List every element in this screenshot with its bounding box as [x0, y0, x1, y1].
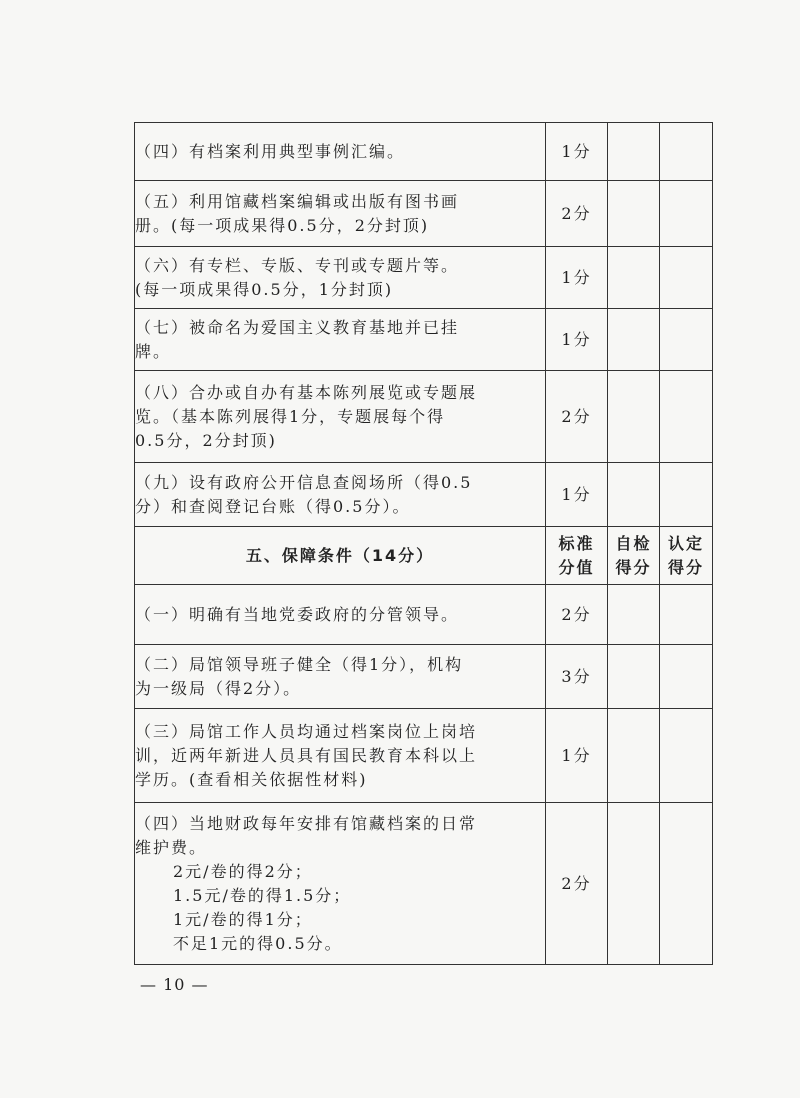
- table-row: [135, 181, 713, 247]
- table-row: [135, 309, 713, 371]
- criterion-text: （一）明确有当地党委政府的分管领导。: [135, 585, 546, 645]
- standard-score: 2分: [546, 585, 608, 645]
- table-row: [135, 709, 713, 803]
- self-check-score-cell[interactable]: [608, 371, 660, 463]
- criterion-text: （四）当地财政每年安排有馆藏档案的日常 维护费。 2元/卷的得2分； 1.5元/卷的得1.5分； 1元/卷的得1分； 不足1元的得0.5分。: [135, 803, 546, 965]
- section-title: 五、保障条件（14分）: [135, 527, 546, 585]
- tier-line: 1.5元/卷的得1.5分；: [173, 885, 352, 905]
- tier-line: 不足1元的得0.5分。: [173, 933, 343, 953]
- standard-score: 2分: [546, 803, 608, 965]
- section-header-row: [135, 527, 713, 585]
- column-header-standard: 标准 分值: [546, 527, 608, 585]
- self-check-score-cell[interactable]: [608, 123, 660, 181]
- criterion-text: （九）设有政府公开信息查阅场所（得0.5 分）和查阅登记台账（得0.5分）。: [135, 463, 546, 527]
- table-row: [135, 585, 713, 645]
- criterion-text: （七）被命名为爱国主义教育基地并已挂 牌。: [135, 309, 546, 371]
- self-check-score-cell[interactable]: [608, 247, 660, 309]
- page-number: — 10 —: [140, 975, 209, 994]
- criterion-text: （三）局馆工作人员均通过档案岗位上岗培 训，近两年新进人员具有国民教育本科以上 学历。(查看相关依据性材料): [135, 709, 546, 803]
- confirmed-score-cell[interactable]: [660, 309, 713, 371]
- table-row: [135, 645, 713, 709]
- table-row: [135, 371, 713, 463]
- criterion-text: （八）合办或自办有基本陈列展览或专题展 览。（基本陈列展得1分，专题展每个得 0.5分，2分封顶): [135, 371, 546, 463]
- self-check-score-cell[interactable]: [608, 645, 660, 709]
- standard-score: 1分: [546, 247, 608, 309]
- self-check-score-cell[interactable]: [608, 181, 660, 247]
- tier-line: 2元/卷的得2分；: [173, 861, 313, 881]
- standard-score: 2分: [546, 181, 608, 247]
- confirmed-score-cell[interactable]: [660, 123, 713, 181]
- confirmed-score-cell[interactable]: [660, 645, 713, 709]
- self-check-score-cell[interactable]: [608, 309, 660, 371]
- confirmed-score-cell[interactable]: [660, 709, 713, 803]
- scoring-table: [134, 122, 713, 965]
- confirmed-score-cell[interactable]: [660, 463, 713, 527]
- standard-score: 1分: [546, 309, 608, 371]
- confirmed-score-cell[interactable]: [660, 371, 713, 463]
- criterion-text: （四）有档案利用典型事例汇编。: [135, 123, 546, 181]
- standard-score: 1分: [546, 463, 608, 527]
- confirmed-score-cell[interactable]: [660, 247, 713, 309]
- table-row: [135, 123, 713, 181]
- criterion-text: （六）有专栏、专版、专刊或专题片等。 (每一项成果得0.5分，1分封顶): [135, 247, 546, 309]
- self-check-score-cell[interactable]: [608, 463, 660, 527]
- self-check-score-cell[interactable]: [608, 709, 660, 803]
- self-check-score-cell[interactable]: [608, 803, 660, 965]
- column-header-confirmed: 认定 得分: [660, 527, 713, 585]
- standard-score: 1分: [546, 123, 608, 181]
- standard-score: 2分: [546, 371, 608, 463]
- confirmed-score-cell[interactable]: [660, 803, 713, 965]
- standard-score: 1分: [546, 709, 608, 803]
- column-header-self-check: 自检 得分: [608, 527, 660, 585]
- standard-score: 3分: [546, 645, 608, 709]
- criterion-text: （五）利用馆藏档案编辑或出版有图书画 册。(每一项成果得0.5分，2分封顶): [135, 181, 546, 247]
- confirmed-score-cell[interactable]: [660, 181, 713, 247]
- table-row: [135, 463, 713, 527]
- self-check-score-cell[interactable]: [608, 585, 660, 645]
- table-row: [135, 247, 713, 309]
- confirmed-score-cell[interactable]: [660, 585, 713, 645]
- table-row: [135, 803, 713, 965]
- tier-line: 1元/卷的得1分；: [173, 909, 313, 929]
- criterion-text: （二）局馆领导班子健全（得1分），机构 为一级局（得2分）。: [135, 645, 546, 709]
